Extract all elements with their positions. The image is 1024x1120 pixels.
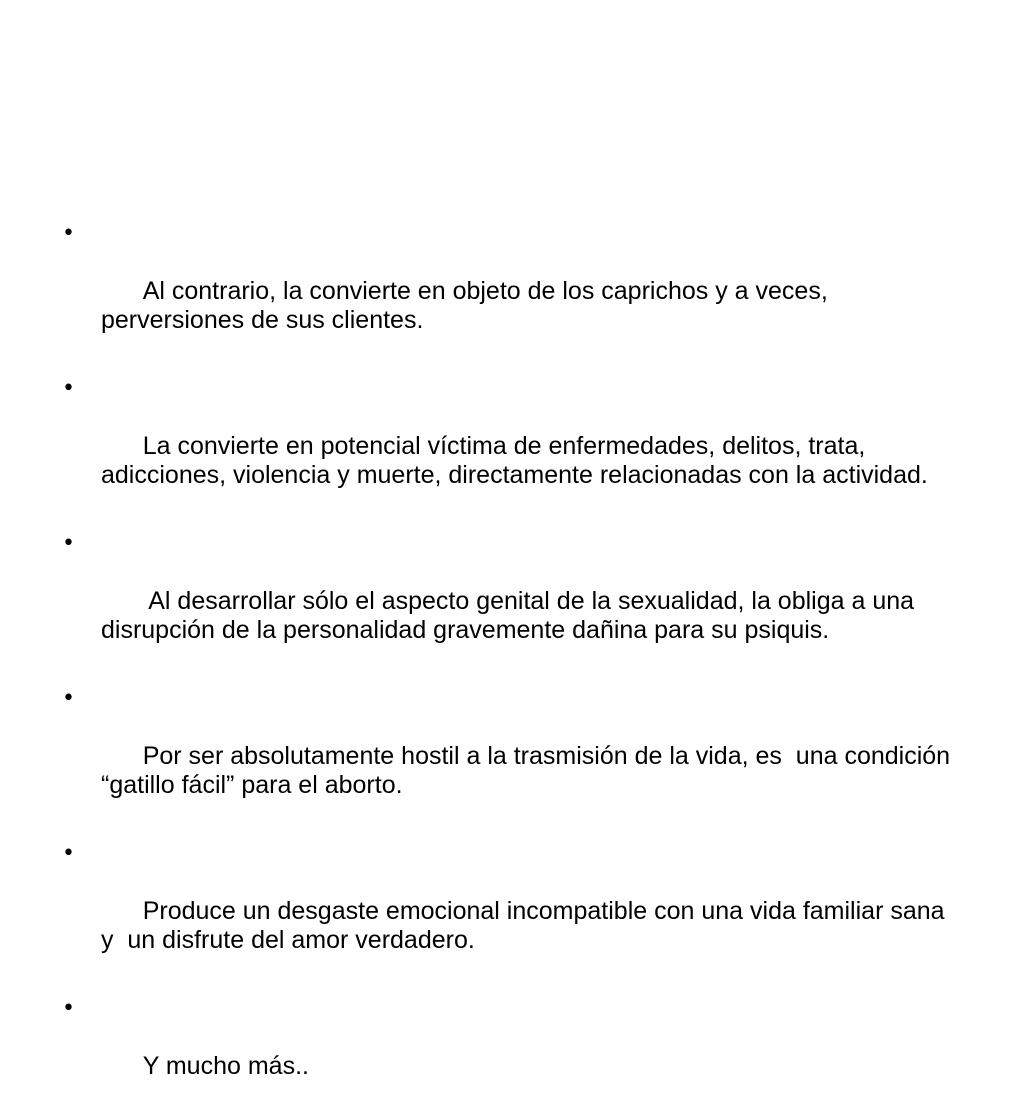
bullet-item <box>62 684 962 829</box>
bullet-point-icon: • <box>62 686 75 711</box>
bullet-text: Por ser absolutamente hostil a la trasmisión de la vida, es una condición “gatillo fácil” para el aborto. <box>101 742 958 799</box>
bullet-item <box>62 374 962 519</box>
bullet-item <box>62 994 962 1110</box>
bullet-text: La convierte en potencial víctima de enfermedades, delitos, trata, adicciones, violencia y muerte, directamente relacionadas con la actividad. <box>101 432 928 489</box>
bullet-text: Produce un desgaste emocional incompatible con una vida familiar sana y un disfrute del amor verdadero. <box>101 897 952 954</box>
bullet-text: Al contrario, la convierte en objeto de los caprichos y a veces, perversiones de sus clientes. <box>101 277 835 334</box>
bullet-point-icon: • <box>62 996 75 1021</box>
bullet-point-icon: • <box>62 221 75 246</box>
bullet-item <box>62 219 962 364</box>
bullet-list <box>62 219 962 1120</box>
bullet-text: Y mucho más.. <box>142 1052 309 1080</box>
bullet-point-icon: • <box>62 531 75 556</box>
bullet-text: Al desarrollar sólo el aspecto genital de la sexualidad, la obliga a una disrupción de la personalidad gravemente dañina para su psiquis. <box>101 587 921 644</box>
bullet-item <box>62 839 962 984</box>
bullet-point-icon: • <box>62 841 75 866</box>
bullet-item <box>62 529 962 674</box>
bullet-point-icon: • <box>62 376 75 401</box>
